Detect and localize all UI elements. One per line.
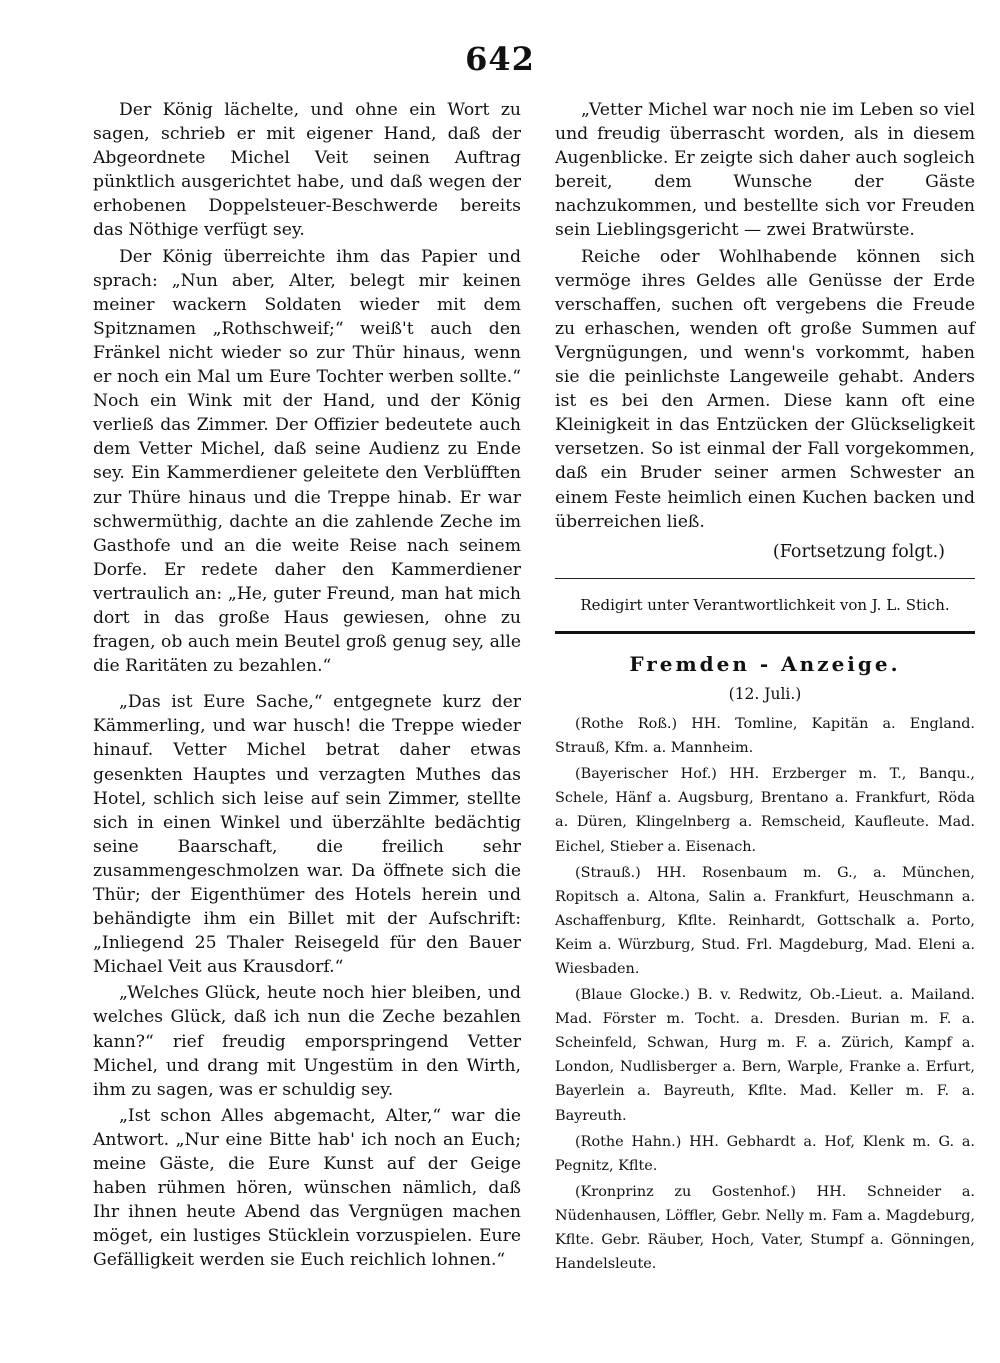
advertisement-title: Fremden - Anzeige.	[629, 651, 901, 676]
left-paragraph-1: Der König lächelte, und ohne ein Wort zu sagen, schrieb er mit eigener Hand, daß der Abgeordnete Michel Veit seinen Auftrag pünktlich ausgerichtet habe, und daß wegen der erhobenen Doppelsteuer-Beschwerde bereits das Nöthige verfügt sey.	[93, 100, 521, 241]
left-column	[93, 98, 521, 1273]
left-paragraph-5: „Ist schon Alles abgemacht, Alter,“ war die Antwort. „Nur eine Bitte hab' ich noch an Euch; meine Gäste, die Eure Kunst auf der Geige haben rühmen hören, wünschen nämlich, daß Ihr ihnen heute Abend das Vergnügen machen möget, ein lustiges Stücklein vorzuspielen. Eure Gefälligkeit werden sie Euch reichlich lohnen.“	[93, 1105, 521, 1271]
divider-rule	[555, 578, 975, 579]
continuation-note: (Fortsetzung folgt.)	[772, 541, 945, 562]
page-number: 642	[465, 40, 535, 78]
guest-entry: (Rothe Roß.) HH. Tomline, Kapitän a. England. Strauß, Kfm. a. Mannheim.	[555, 716, 975, 757]
advertisement-date: (12. Juli.)	[728, 684, 802, 703]
right-paragraph-2: Reiche oder Wohlhabende können sich vermöge ihres Geldes alle Genüsse der Erde verschaffen, suchen oft vergebens die Freude zu erhaschen, wenden oft große Summen auf Vergnügungen, und wenn's vorkommt, haben sie die peinlichste Langeweile gehabt. Anders ist es bei den Armen. Diese kann oft eine Kleinigkeit in das Entzücken der Glückseligkeit versetzen. So ist einmal der Fall vorgekommen, daß ein Bruder seiner armen Schwester an einem Feste heimlich einen Kuchen backen und überreichen ließ.	[555, 246, 975, 532]
left-paragraph-2: Der König überreichte ihm das Papier und sprach: „Nun aber, Alter, belegt mir keinen meiner wackern Soldaten wieder mit dem Spitznamen „Rothschweif;“ weiß't auch den Fränkel nicht wieder so zur Thür hinaus, wenn er noch ein Mal um Eure Tochter werben sollte.“ Noch ein Wink mit der Hand, und der König verließ das Zimmer. Der Offizier bedeutete auch dem Vetter Michel, daß seine Audienz zu Ende sey. Ein Kammerdiener geleitete den Verblüfften zur Thüre hinaus und die Treppe hinab. Er war schwermüthig, dachte an die zahlende Zeche im Gasthofe und an die weite Reise nach seinem Dorfe. Er redete daher den Kammerdiener vertraulich an: „He, guter Freund, man hat mich dort in das große Haus gewiesen, ohne zu fragen, ob auch mein Beutel groß genug sey, alle die Raritäten zu bezahlen.“	[93, 246, 521, 677]
guest-entry: (Strauß.) HH. Rosenbaum m. G., a. München, Ropitsch a. Altona, Salin a. Frankfurt, Heuschmann a. Aschaffenburg, Kflte. Reinhardt, Gottschalk a. Porto, Keim a. Würzburg, Stud. Frl. Magdeburg, Mad. Eleni a. Wiesbaden.	[555, 864, 975, 977]
editor-line: Redigirt unter Verantwortlichkeit von J. L. Stich.	[580, 595, 950, 614]
guest-entry: (Rothe Hahn.) HH. Gebhardt a. Hof, Klenk m. G. a. Pegnitz, Kflte.	[555, 1133, 975, 1174]
right-paragraph-1: „Vetter Michel war noch nie im Leben so viel und freudig überrascht worden, als in diesem Augenblicke. Er zeigte sich daher auch sogleich bereit, dem Wunsche der Gäste nachzukommen, und bestellte sich vor Freuden sein Lieblingsgericht — zwei Bratwürste.	[555, 100, 975, 241]
left-paragraph-4: „Welches Glück, heute noch hier bleiben, und welches Glück, daß ich nun die Zeche bezahlen kann?“ rief freudig emporspringend Vetter Michel, und drang mit Ungestüm in den Wirth, ihm zu sagen, was er schuldig sey.	[93, 983, 521, 1100]
guest-entry: (Kronprinz zu Gostenhof.) HH. Schneider a. Nüdenhausen, Löffler, Gebr. Nelly m. Fam a. Magdeburg, Kflte. Gebr. Räuber, Hoch, Vater, Stumpf a. Gönningen, Handelsleute.	[555, 1183, 975, 1273]
left-paragraph-3: „Das ist Eure Sache,“ entgegnete kurz der Kämmerling, und war husch! die Treppe wieder hinauf. Vetter Michel betrat daher etwas gesenkten Hauptes und verzagten Muthes das Hotel, schlich sich leise auf sein Zimmer, stellte sich in einen Winkel und überzählte bedächtig seine Baarschaft, die freilich sehr zusammengeschmolzen war. Da öffnete sich die Thür; der Eigenthümer des Hotels herein und behändigte ihm ein Billet mit der Aufschrift: „Inliegend 25 Thaler Reisegeld für den Bauer Michael Veit aus Krausdorf.“	[93, 692, 521, 978]
right-column	[555, 98, 975, 1276]
guest-entry: (Bayerischer Hof.) HH. Erzberger m. T., Banqu., Schele, Hänf a. Augsburg, Brentano a. Frankfurt, Röda a. Düren, Klingelnberg a. Remscheid, Kaufleute. Mad. Eichel, Stieber a. Eisenach.	[555, 766, 975, 855]
guest-entry: (Blaue Glocke.) B. v. Redwitz, Ob.-Lieut. a. Mailand. Mad. Förster m. Tocht. a. Dresden. Burian m. F. a. Scheinfeld, Schwan, Hurg m. F. a. Zürich, Kampf a. London, Nudlisberger a. Bern, Warple, Franke a. Erfurt, Bayerlein a. Bayreuth, Kflte. Mad. Keller m. F. a. Bayreuth.	[555, 987, 975, 1124]
section-rule	[555, 631, 975, 634]
guest-list	[555, 712, 975, 1276]
